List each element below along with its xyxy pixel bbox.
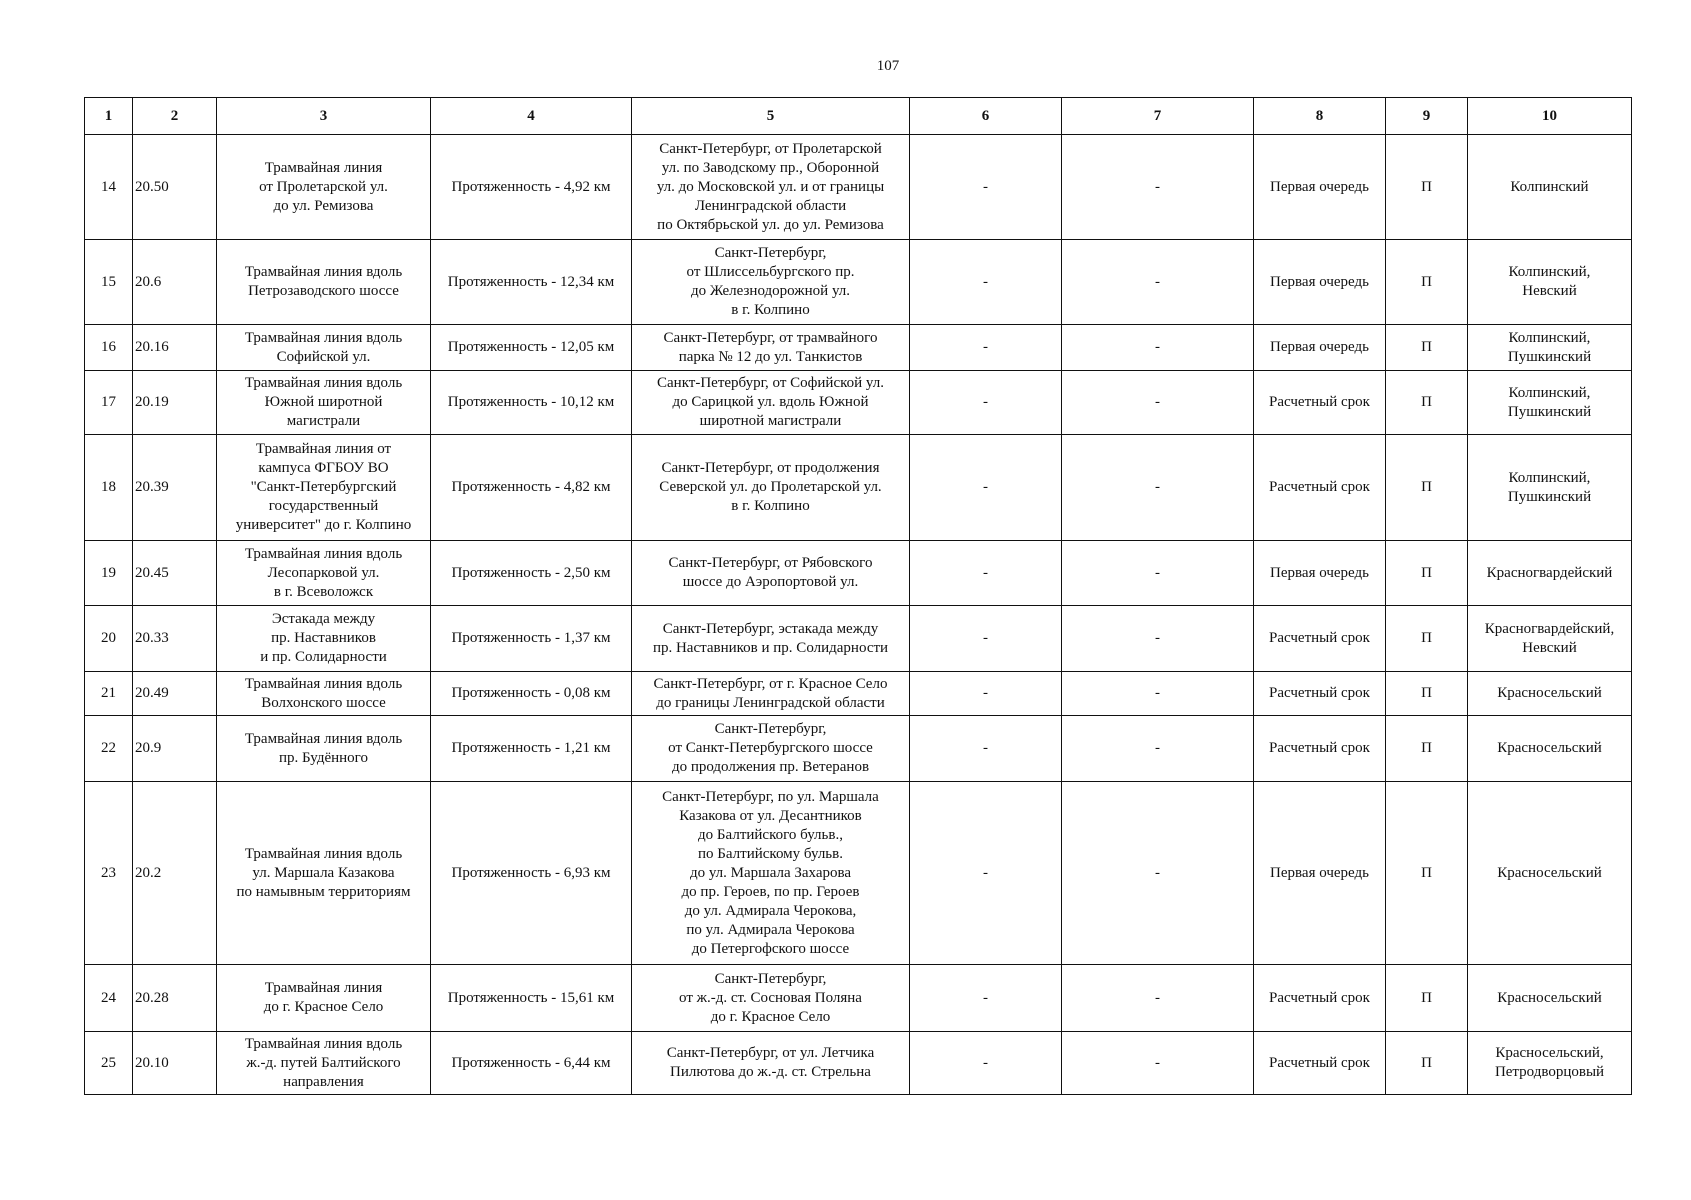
table-row — [85, 135, 1632, 240]
column-7-cell: - — [1062, 965, 1254, 1032]
object-name-cell: Трамвайная линия от Пролетарской ул. до ул. Ремизова — [217, 135, 431, 240]
location-cell: Санкт-Петербург, от Санкт-Петербургского шоссе до продолжения пр. Ветеранов — [632, 716, 910, 782]
district-cell: Красносельский — [1468, 716, 1632, 782]
column-6-cell: - — [910, 672, 1062, 716]
length-cell: Протяженность - 0,08 км — [431, 672, 632, 716]
column-7-cell: - — [1062, 606, 1254, 672]
length-cell: Протяженность - 6,44 км — [431, 1032, 632, 1095]
object-code-cell: 20.49 — [133, 672, 217, 716]
object-code-cell: 20.33 — [133, 606, 217, 672]
object-name-cell: Трамвайная линия от кампуса ФГБОУ ВО "Санкт-Петербургский государственный университет" до г. Колпино — [217, 435, 431, 541]
column-7-cell: - — [1062, 1032, 1254, 1095]
implementation-stage-cell: Расчетный срок — [1254, 606, 1386, 672]
object-type-cell: П — [1386, 1032, 1468, 1095]
length-cell: Протяженность - 12,34 км — [431, 240, 632, 325]
column-header-9: 9 — [1386, 98, 1468, 135]
row-number-cell: 18 — [85, 435, 133, 541]
implementation-stage-cell: Первая очередь — [1254, 325, 1386, 371]
district-cell: Колпинский, Невский — [1468, 240, 1632, 325]
location-cell: Санкт-Петербург, от Шлиссельбургского пр. до Железнодорожной ул. в г. Колпино — [632, 240, 910, 325]
object-type-cell: П — [1386, 541, 1468, 606]
implementation-stage-cell: Первая очередь — [1254, 135, 1386, 240]
location-cell: Санкт-Петербург, от Софийской ул. до Сарицкой ул. вдоль Южной широтной магистрали — [632, 371, 910, 435]
location-cell: Санкт-Петербург, по ул. Маршала Казакова от ул. Десантников до Балтийского бульв., по Балтийскому бульв. до ул. Маршала Захарова до пр. Героев, по пр. Героев до ул. Адмирала Черокова, по ул. Адмирала Черокова до Петергофского шоссе — [632, 782, 910, 965]
column-header-3: 3 — [217, 98, 431, 135]
column-header-8: 8 — [1254, 98, 1386, 135]
column-6-cell: - — [910, 541, 1062, 606]
location-cell: Санкт-Петербург, от ж.-д. ст. Сосновая Поляна до г. Красное Село — [632, 965, 910, 1032]
column-7-cell: - — [1062, 325, 1254, 371]
object-type-cell: П — [1386, 240, 1468, 325]
table-row — [85, 1032, 1632, 1095]
row-number-cell: 16 — [85, 325, 133, 371]
column-header-2: 2 — [133, 98, 217, 135]
column-6-cell: - — [910, 716, 1062, 782]
location-cell: Санкт-Петербург, от трамвайного парка № 12 до ул. Танкистов — [632, 325, 910, 371]
implementation-stage-cell: Расчетный срок — [1254, 965, 1386, 1032]
length-cell: Протяженность - 4,82 км — [431, 435, 632, 541]
column-6-cell: - — [910, 1032, 1062, 1095]
object-name-cell: Трамвайная линия до г. Красное Село — [217, 965, 431, 1032]
object-type-cell: П — [1386, 606, 1468, 672]
implementation-stage-cell: Расчетный срок — [1254, 716, 1386, 782]
location-cell: Санкт-Петербург, от Рябовского шоссе до Аэропортовой ул. — [632, 541, 910, 606]
row-number-cell: 22 — [85, 716, 133, 782]
object-type-cell: П — [1386, 135, 1468, 240]
column-7-cell: - — [1062, 135, 1254, 240]
row-number-cell: 23 — [85, 782, 133, 965]
column-7-cell: - — [1062, 782, 1254, 965]
column-7-cell: - — [1062, 435, 1254, 541]
object-name-cell: Трамвайная линия вдоль Софийской ул. — [217, 325, 431, 371]
object-code-cell: 20.28 — [133, 965, 217, 1032]
location-cell: Санкт-Петербург, от Пролетарской ул. по Заводскому пр., Оборонной ул. до Московской ул. и от границы Ленинградской области по Октябрьской ул. до ул. Ремизова — [632, 135, 910, 240]
object-code-cell: 20.6 — [133, 240, 217, 325]
object-name-cell: Трамвайная линия вдоль Петрозаводского шоссе — [217, 240, 431, 325]
object-code-cell: 20.45 — [133, 541, 217, 606]
object-code-cell: 20.10 — [133, 1032, 217, 1095]
district-cell: Колпинский, Пушкинский — [1468, 371, 1632, 435]
district-cell: Красносельский — [1468, 965, 1632, 1032]
column-7-cell: - — [1062, 672, 1254, 716]
column-6-cell: - — [910, 325, 1062, 371]
column-7-cell: - — [1062, 371, 1254, 435]
object-type-cell: П — [1386, 782, 1468, 965]
column-header-10: 10 — [1468, 98, 1632, 135]
object-code-cell: 20.9 — [133, 716, 217, 782]
district-cell: Красносельский, Петродворцовый — [1468, 1032, 1632, 1095]
object-name-cell: Трамвайная линия вдоль Волхонского шоссе — [217, 672, 431, 716]
implementation-stage-cell: Расчетный срок — [1254, 1032, 1386, 1095]
length-cell: Протяженность - 15,61 км — [431, 965, 632, 1032]
column-7-cell: - — [1062, 240, 1254, 325]
object-code-cell: 20.2 — [133, 782, 217, 965]
implementation-stage-cell: Расчетный срок — [1254, 371, 1386, 435]
district-cell: Красносельский — [1468, 782, 1632, 965]
column-header-6: 6 — [910, 98, 1062, 135]
location-cell: Санкт-Петербург, от ул. Летчика Пилютова до ж.-д. ст. Стрельна — [632, 1032, 910, 1095]
object-type-cell: П — [1386, 435, 1468, 541]
column-header-5: 5 — [632, 98, 910, 135]
table-row — [85, 716, 1632, 782]
location-cell: Санкт-Петербург, от г. Красное Село до границы Ленинградской области — [632, 672, 910, 716]
table-row — [85, 371, 1632, 435]
object-type-cell: П — [1386, 672, 1468, 716]
table-row — [85, 325, 1632, 371]
object-type-cell: П — [1386, 965, 1468, 1032]
length-cell: Протяженность - 4,92 км — [431, 135, 632, 240]
implementation-stage-cell: Расчетный срок — [1254, 435, 1386, 541]
table-row — [85, 541, 1632, 606]
table-row — [85, 782, 1632, 965]
object-code-cell: 20.39 — [133, 435, 217, 541]
table-row — [85, 240, 1632, 325]
object-type-cell: П — [1386, 716, 1468, 782]
object-code-cell: 20.16 — [133, 325, 217, 371]
column-6-cell: - — [910, 435, 1062, 541]
column-7-cell: - — [1062, 716, 1254, 782]
page-number: 107 — [876, 58, 900, 74]
row-number-cell: 20 — [85, 606, 133, 672]
object-code-cell: 20.19 — [133, 371, 217, 435]
column-6-cell: - — [910, 371, 1062, 435]
object-name-cell: Трамвайная линия вдоль пр. Будённого — [217, 716, 431, 782]
column-header-1: 1 — [85, 98, 133, 135]
implementation-stage-cell: Первая очередь — [1254, 240, 1386, 325]
object-type-cell: П — [1386, 371, 1468, 435]
planned-tram-lines-table — [84, 97, 1632, 1095]
row-number-cell: 25 — [85, 1032, 133, 1095]
row-number-cell: 14 — [85, 135, 133, 240]
row-number-cell: 21 — [85, 672, 133, 716]
length-cell: Протяженность - 2,50 км — [431, 541, 632, 606]
implementation-stage-cell: Расчетный срок — [1254, 672, 1386, 716]
object-name-cell: Трамвайная линия вдоль Лесопарковой ул. в г. Всеволожск — [217, 541, 431, 606]
column-6-cell: - — [910, 240, 1062, 325]
object-code-cell: 20.50 — [133, 135, 217, 240]
table-row — [85, 672, 1632, 716]
district-cell: Красногвардейский, Невский — [1468, 606, 1632, 672]
row-number-cell: 15 — [85, 240, 133, 325]
district-cell: Колпинский, Пушкинский — [1468, 325, 1632, 371]
table-row — [85, 606, 1632, 672]
row-number-cell: 17 — [85, 371, 133, 435]
implementation-stage-cell: Первая очередь — [1254, 782, 1386, 965]
row-number-cell: 24 — [85, 965, 133, 1032]
column-7-cell: - — [1062, 541, 1254, 606]
column-header-7: 7 — [1062, 98, 1254, 135]
column-6-cell: - — [910, 606, 1062, 672]
row-number-cell: 19 — [85, 541, 133, 606]
district-cell: Красносельский — [1468, 672, 1632, 716]
object-name-cell: Эстакада между пр. Наставников и пр. Солидарности — [217, 606, 431, 672]
column-6-cell: - — [910, 782, 1062, 965]
location-cell: Санкт-Петербург, от продолжения Северской ул. до Пролетарской ул. в г. Колпино — [632, 435, 910, 541]
district-cell: Колпинский — [1468, 135, 1632, 240]
length-cell: Протяженность - 1,37 км — [431, 606, 632, 672]
length-cell: Протяженность - 12,05 км — [431, 325, 632, 371]
table-row — [85, 965, 1632, 1032]
column-6-cell: - — [910, 135, 1062, 240]
object-name-cell: Трамвайная линия вдоль ул. Маршала Казакова по намывным территориям — [217, 782, 431, 965]
table-row — [85, 435, 1632, 541]
object-type-cell: П — [1386, 325, 1468, 371]
length-cell: Протяженность - 10,12 км — [431, 371, 632, 435]
header-row — [85, 98, 1632, 135]
implementation-stage-cell: Первая очередь — [1254, 541, 1386, 606]
column-6-cell: - — [910, 965, 1062, 1032]
length-cell: Протяженность - 1,21 км — [431, 716, 632, 782]
object-name-cell: Трамвайная линия вдоль ж.-д. путей Балтийского направления — [217, 1032, 431, 1095]
district-cell: Колпинский, Пушкинский — [1468, 435, 1632, 541]
location-cell: Санкт-Петербург, эстакада между пр. Наставников и пр. Солидарности — [632, 606, 910, 672]
column-header-4: 4 — [431, 98, 632, 135]
district-cell: Красногвардейский — [1468, 541, 1632, 606]
length-cell: Протяженность - 6,93 км — [431, 782, 632, 965]
object-name-cell: Трамвайная линия вдоль Южной широтной магистрали — [217, 371, 431, 435]
